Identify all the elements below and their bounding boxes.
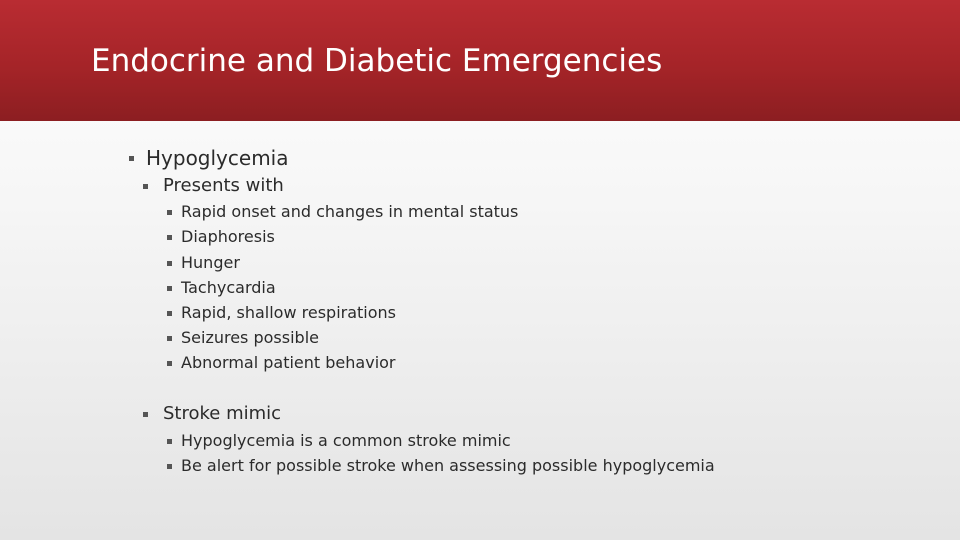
bullet-text: Rapid onset and changes in mental status [181, 202, 519, 221]
list-item [167, 202, 518, 222]
list-item [167, 253, 240, 273]
square-bullet-icon [167, 336, 172, 341]
square-bullet-icon [167, 261, 172, 266]
bullet-text: Seizures possible [181, 328, 319, 347]
list-item [167, 353, 396, 373]
bullet-text: Hunger [181, 253, 240, 272]
square-bullet-icon [167, 235, 172, 240]
bullet-text: Rapid, shallow respirations [181, 303, 397, 322]
bullet-stroke-mimic [143, 402, 281, 426]
bullet-text: Be alert for possible stroke when assessing possible hypoglycemia [181, 456, 715, 475]
bullet-text: Presents with [163, 175, 284, 196]
square-bullet-icon [129, 156, 134, 161]
bullet-text: Tachycardia [181, 278, 276, 297]
list-item [167, 303, 396, 323]
bullet-text: Diaphoresis [181, 227, 275, 246]
bullet-text: Hypoglycemia is a common stroke mimic [181, 431, 511, 450]
square-bullet-icon [167, 311, 172, 316]
square-bullet-icon [167, 286, 172, 291]
list-item [167, 328, 319, 348]
square-bullet-icon [143, 184, 148, 189]
list-item [167, 227, 275, 247]
square-bullet-icon [167, 464, 172, 469]
bullet-presents-with [143, 174, 284, 198]
list-item [167, 456, 715, 476]
bullet-text: Abnormal patient behavior [181, 353, 396, 372]
square-bullet-icon [167, 210, 172, 215]
square-bullet-icon [167, 439, 172, 444]
slide-title: Endocrine and Diabetic Emergencies [91, 43, 663, 79]
bullet-text: Stroke mimic [163, 403, 282, 424]
bullet-text: Hypoglycemia [146, 146, 289, 170]
square-bullet-icon [143, 412, 148, 417]
list-item [167, 278, 276, 298]
square-bullet-icon [167, 361, 172, 366]
list-item [167, 431, 511, 451]
bullet-hypoglycemia [129, 145, 289, 171]
